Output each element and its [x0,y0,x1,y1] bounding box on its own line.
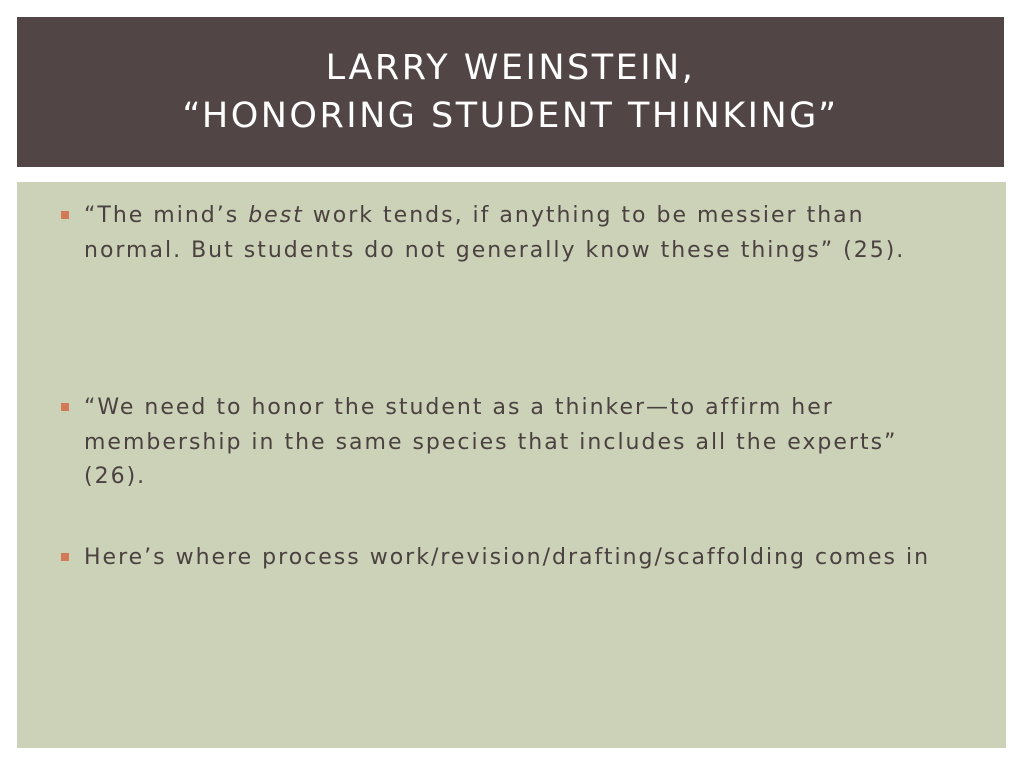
bullet-text-2: “We need to honor the student as a thinker—to affirm her membership in the same species that includes all the experts” (26). [84,395,898,489]
content-area [17,182,1006,748]
square-bullet-icon [61,211,69,219]
bullet-text-1 [84,199,964,268]
bullet-text-1-emphasis: best [248,203,304,228]
square-bullet-icon [61,403,69,411]
slide-title-line-2: “HONORING STUDENT THINKING” [182,96,839,136]
title-bar [17,17,1004,167]
bullet-text-3: Here’s where process work/revision/drafting/scaffolding comes in [84,545,931,570]
slide-title-line-1: LARRY WEINSTEIN, [325,48,696,88]
square-bullet-icon [61,553,69,561]
bullet-text-1-pre: “The mind’s [84,203,249,228]
bullet-text-1-post: work tends, if anything to be messier than normal. But students do not generally know these things” (25). [84,203,906,263]
